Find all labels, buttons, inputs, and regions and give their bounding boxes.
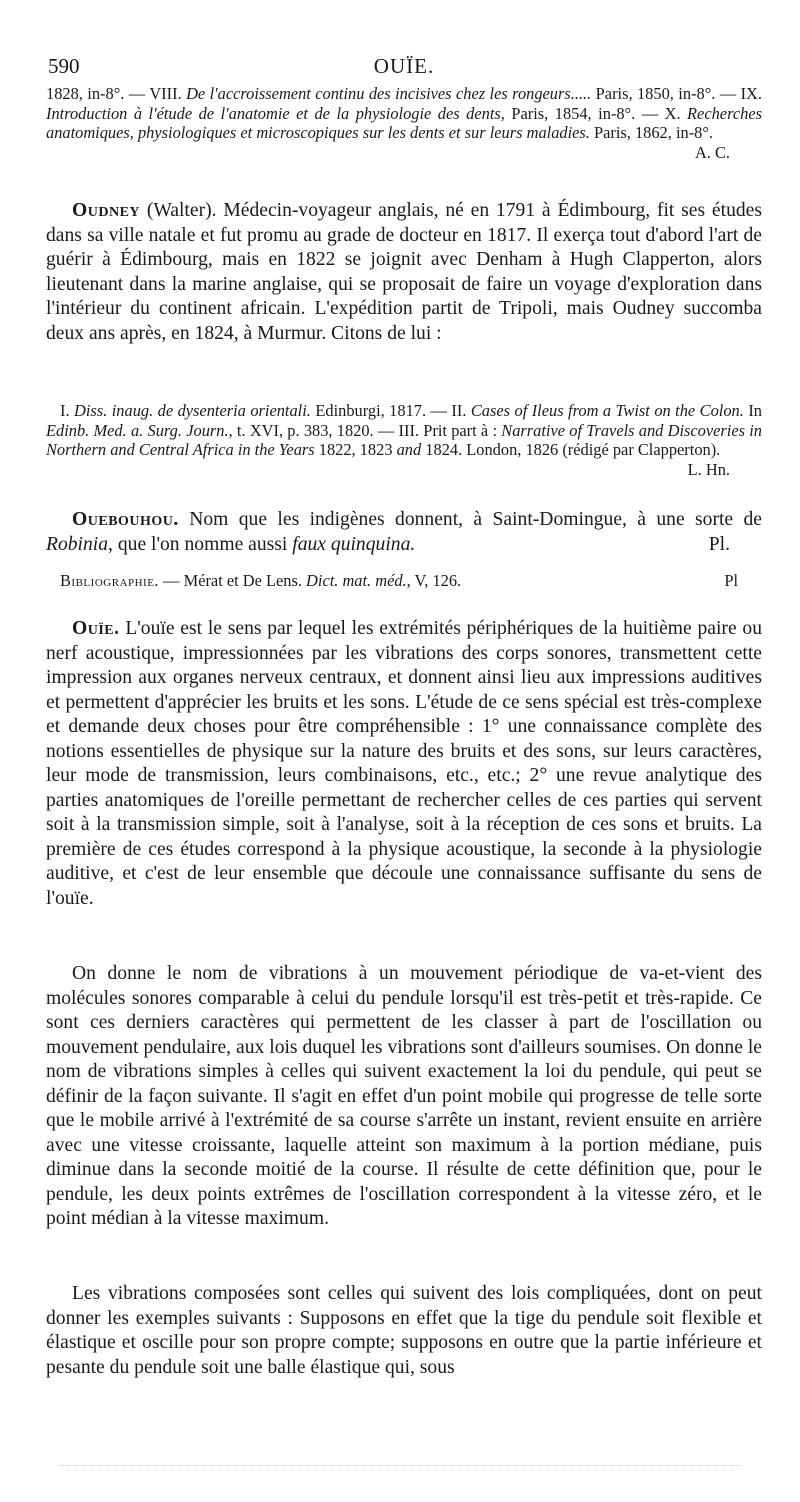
page-header xyxy=(48,54,760,82)
signature: Pl xyxy=(724,571,738,590)
running-head: OUÏE. xyxy=(373,54,435,78)
page-bottom-rule xyxy=(60,1465,740,1466)
ouebouhou-bibliography: Bibliographie. — Mérat et De Lens. Dict. mat. méd., V, 126. Pl xyxy=(60,571,738,590)
signature: Pl. xyxy=(708,533,730,555)
signature: A. C. xyxy=(694,142,730,162)
previous-entry-bibliography: 1828, in-8°. — VIII. De l'accroissement continu des incisives chez les rongeurs..... Paris, 1850, in-8°. — IX. Introduction à l'étude de l'anatomie et de la physiologie des dents, Paris, 1854, in-8°. — X. Recherches anatomiques, physiologiques et microscopiques sur les dents et sur leurs maladies. Paris, 1862, in-8°. A. C. xyxy=(46,84,762,162)
entry-ouie-paragraph-1: Ouïe. L'ouïe est le sens par lequel les extrémités périphériques de la huitième paire ou nerf acoustique, impressionnées par les vibrations des corps sonores, transmettent cette impression aux organes nerveux centraux, et donnent ainsi lieu aux impressions auditives et permettent d'apprécier les bruits et les sons. L'étude de ce sens spécial est très-complexe et demande deux choses pour être compréhensible : 1° une connaissance complète des notions essentielles de physique sur la nature des bruits et des sons, sur leurs caractères, leur mode de transmission, leurs combinaisons, etc., etc.; 2° une revue analytique des parties anatomiques de l'oreille permettant de rechercher celles de ces parties qui servent soit à la transmission simple, soit à l'analyse, soit à la réception de ces sons et bruits. La première de ces études correspond à la physique acoustique, la seconde à la physiologie auditive, et c'est de leur ensemble que découle une connaissance suffisante du sens de l'ouïe. xyxy=(46,618,762,909)
entry-ouie-paragraph-3: Les vibrations composées sont celles qui suivent des lois compliquées, dont on peut donner les exemples suivants : Supposons en effet que la tige du pendule soit flexible et élastique et oscille pour son propre compte; supposons en outre que la partie inférieure et pesante du pendule soit une balle élastique qui, sous xyxy=(46,1283,762,1378)
headword-ouie: Ouïe. xyxy=(72,618,120,639)
entry-oudney: Oudney (Walter). Médecin-voyageur anglais, né en 1791 à Édimbourg, fit ses études dans sa ville natale et fut promu au grade de docteur en 1817. Il exerça tout d'abord l'art de guérir à Édimbourg, mais en 1822 se joignit avec Denham à Hugh Clapperton, alors lieutenant dans la marine anglaise, qui se proposait de faire un voyage d'exploration dans l'intérieur du continent africain. L'expédition partit de Tripoli, mais Oudney succomba deux ans après, en 1824, à Murmur. Citons de lui : xyxy=(46,200,762,344)
oudney-bibliography: I. Diss. inaug. de dysenteria orientali. Edinburgi, 1817. — II. Cases of Ileus from a Twist on the Colon. In Edinb. Med. a. Surg. Journ., t. XVI, p. 383, 1820. — III. Prit part à : Narrative of Travels and Discoveries in Northern and Central Africa in the Years 1822, 1823 and 1824. London, 1826 (rédigé par Clapperton). L. Hn. xyxy=(46,401,762,479)
headword-ouebouhou: Ouebouhou. xyxy=(72,509,179,530)
headword-oudney: Oudney xyxy=(72,200,141,221)
entry-ouebouhou: Ouebouhou. Nom que les indigènes donnent, à Saint-Domingue, à une sorte de Robinia, que l'on nomme aussi faux quinquina. Pl. xyxy=(46,508,762,557)
signature: L. Hn. xyxy=(687,459,730,479)
entry-ouie-paragraph-2: On donne le nom de vibrations à un mouvement périodique de va-et-vient des molécules sonores comparable à celui du pendule lorsqu'il est très-petit et très-rapide. Ce sont ces derniers caractères qui permettent de les classer à part de l'oscillation ou mouvement pendulaire, aux lois duquel les vibrations sont d'ailleurs soumises. On donne le nom de vibrations simples à celles qui suivent exactement la loi du pendule, qui peut se définir de la façon suivante. Il s'agit en effet d'un point mobile qui progresse de telle sorte que le mobile arrivé à l'extrémité de sa course s'arrête un instant, revient ensuite en arrière avec une vitesse croissante, laquelle atteint son maximum à la portion médiane, puis diminue dans la seconde moitié de la course. Il résulte de cette définition que, pour le pendule, les deux points extrêmes de l'oscillation correspondent à la vitesse zéro, et le point médian à la vitesse maximum. xyxy=(46,963,762,1229)
page-number: 590 xyxy=(48,54,80,78)
